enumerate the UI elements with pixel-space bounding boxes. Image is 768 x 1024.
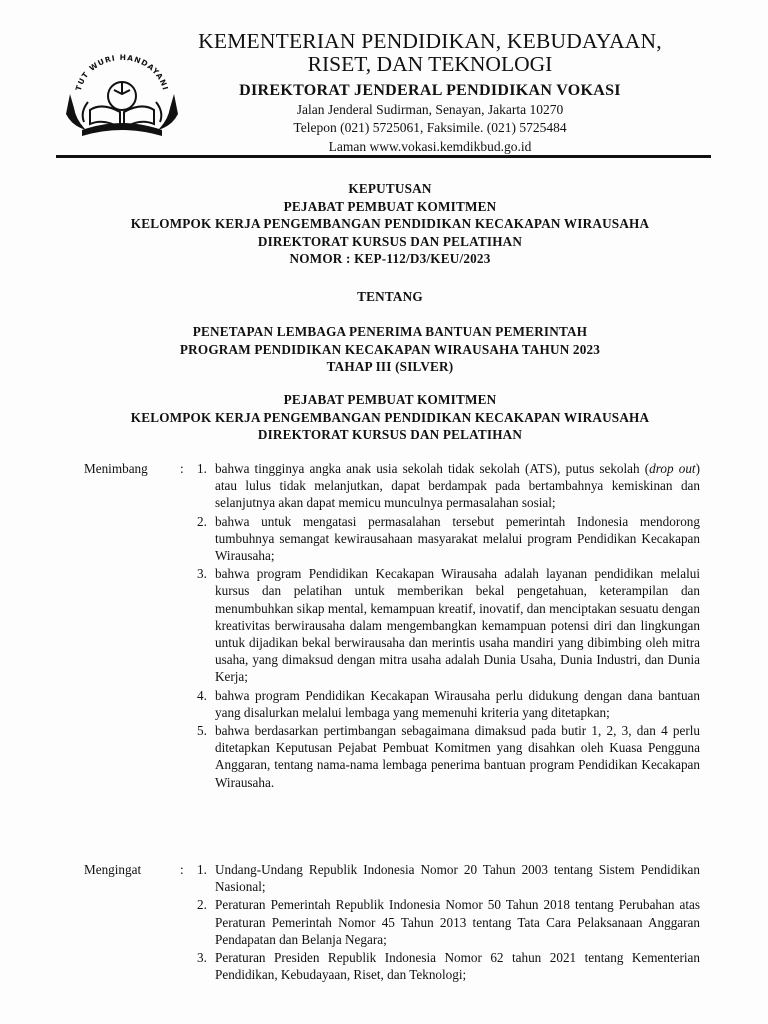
list-item (197, 460, 700, 512)
section-label: Menimbang (84, 461, 148, 476)
ministry-name-line2: RISET, DAN TEKNOLOGI (307, 51, 553, 76)
logo-motto: TUT WURI HANDAYANI (73, 52, 171, 92)
item-text: Peraturan Pemerintah Republik Indonesia Nomor 50 Tahun 2018 tentang Perubahan atas Peraturan Pemerintah Nomor 45 Tahun 2013 tentang Tata Cara Pelaksanaan Anggaran Pendapatan dan Belanja Negara; (215, 897, 700, 947)
item-text: Undang-Undang Republik Indonesia Nomor 20 Tahun 2003 tentang Sistem Pendidikan Nasional; (215, 862, 700, 895)
item-text: bahwa untuk mengatasi permasalahan tersebut pemerintah Indonesia mendorong tumbuhnya semangat kewirausahaan masyarakat melalui program Pendidikan Kecakapan Wirausaha; (215, 513, 700, 564)
item-text-end: ) atau lulus tidak melanjutkan, dapat berdampak pada bertambahnya kemiskinan dan selanjutnya akan dapat memicu munculnya permasalahan sosial; (215, 461, 700, 511)
item-number: 3. (197, 566, 207, 582)
item-text: Peraturan Presiden Republik Indonesia Nomor 62 tahun 2021 tentang Kementerian Pendidikan, Kebudayaan, Riset, dan Teknologi; (215, 950, 700, 983)
list-item (197, 896, 700, 948)
decision-directorate: DIREKTORAT KURSUS DAN PELATIHAN (257, 233, 523, 249)
letterhead (0, 0, 768, 160)
item-number: 4. (197, 687, 207, 703)
section-colon: : (180, 862, 184, 877)
item-number: 1. (197, 461, 207, 476)
about-label: TENTANG (357, 289, 423, 304)
ministry-name-line1: KEMENTERIAN PENDIDIKAN, KEBUDAYAAN, (198, 29, 662, 53)
item-number: 2. (197, 897, 207, 913)
considerations-list (197, 460, 700, 792)
phone-fax: Telepon (021) 5725061, Faksimile. (021) 5725484 (293, 120, 567, 136)
list-item (197, 513, 700, 565)
issuer-block (60, 391, 720, 444)
item-text: bahwa berdasarkan pertimbangan sebagaimana dimaksud pada butir 1, 2, 3, dan 4 perlu ditetapkan Keputusan Pejabat Pembuat Komitmen yang disahkan oleh Kuasa Pengguna Anggaran, tentang nama-nama lembaga penerima bantuan program Pendidikan Kecakapan Wirausaha. (215, 723, 700, 790)
list-item (197, 722, 700, 791)
list-item (197, 949, 700, 983)
item-number: 1. (197, 862, 207, 877)
item-text: bahwa program Pendidikan Kecakapan Wirausaha perlu didukung dengan dana bantuan yang disalurkan melalui lembaga yang memenuhi kriteria yang ditetapkan; (215, 687, 700, 720)
letterhead-divider (56, 155, 711, 158)
item-text: bahwa program Pendidikan Kecakapan Wirausaha adalah layanan pendidikan melalui kursus dan pelatihan untuk memberikan bekal pengetahuan, keterampilan dan menumbuhkan sikap mental, kemampuan kreatif, inovatif, dan menciptakan sesuatu dengan kreativitas berwirausaha dalam mengembangkan kemampuan potensi diri dan lingkungan untuk dijadikan bekal berwirausaha dan merintis usaha mandiri yang dibimbing oleh mitra usaha, yang dimaksud dengan mitra usaha adalah Dunia Usaha, Dunia Industri, dan Dunia Kerja; (215, 566, 700, 685)
item-number: 3. (197, 950, 207, 966)
decision-title: KEPUTUSAN (348, 181, 432, 196)
subject-line: TAHAP III (SILVER) (326, 359, 454, 374)
section-label: Mengingat (84, 862, 142, 877)
decision-number: NOMOR : KEP-112/D3/KEU/2023 (289, 251, 491, 266)
issuer-line: DIREKTORAT KURSUS DAN PELATIHAN (257, 427, 523, 442)
legal-basis-list (197, 861, 700, 984)
subject-line: PROGRAM PENDIDIKAN KECAKAPAN WIRAUSAHA TAHUN 2023 (179, 341, 601, 357)
decision-official: PEJABAT PEMBUAT KOMITMEN (283, 198, 497, 214)
issuer-line: PEJABAT PEMBUAT KOMITMEN (283, 392, 497, 407)
website: Laman www.vokasi.kemdikbud.go.id (328, 138, 532, 154)
institution-block (190, 30, 670, 155)
subject-line: PENETAPAN LEMBAGA PENERIMA BANTUAN PEMERINTAH (192, 324, 588, 339)
issuer-line: KELOMPOK KERJA PENGEMBANGAN PENDIDIKAN KECAKAPAN WIRAUSAHA (130, 409, 650, 425)
list-item (197, 687, 700, 721)
list-item (197, 565, 700, 685)
decision-header (60, 180, 720, 268)
list-item (197, 861, 700, 895)
item-number: 2. (197, 513, 207, 529)
decision-workgroup: KELOMPOK KERJA PENGEMBANGAN PENDIDIKAN KECAKAPAN WIRAUSAHA (130, 216, 650, 231)
section-colon: : (180, 461, 184, 476)
subject-block (60, 323, 720, 376)
directorate-name: DIREKTORAT JENDERAL PENDIDIKAN VOKASI (239, 82, 621, 100)
item-text-italic: drop out (649, 461, 696, 476)
item-number: 5. (197, 723, 207, 739)
item-text-start: bahwa tingginya angka anak usia sekolah tidak sekolah (ATS), putus sekolah ( (215, 461, 650, 476)
address: Jalan Jenderal Sudirman, Senayan, Jakarta 10270 (296, 101, 564, 117)
tut-wuri-handayani-emblem-icon (62, 42, 182, 142)
